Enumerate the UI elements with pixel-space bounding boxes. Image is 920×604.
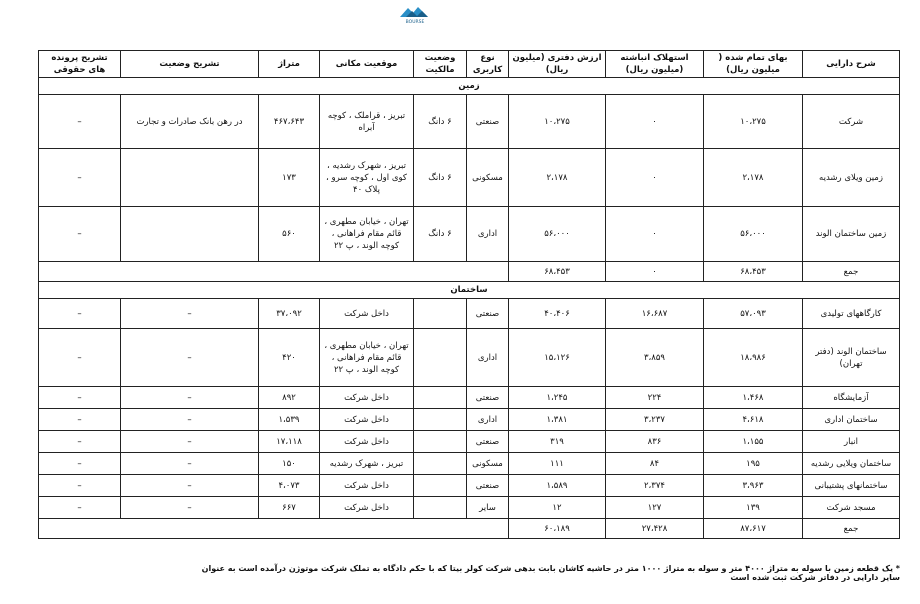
table-cell: ۱،۵۳۹ [259,409,320,431]
table-cell: ۸۴ [606,453,704,475]
table-cell: ۶ دانگ [414,149,467,207]
section-title: ساختمان [39,282,900,299]
total-empty [39,262,509,282]
table-cell: ۱۸،۹۸۶ [704,329,803,387]
column-header: بهای تمام شده ( میلیون ریال) [704,51,803,78]
table-cell: کارگاههای تولیدی [803,299,900,329]
table-cell: شرکت [803,95,900,149]
table-cell: تهران ، خیابان مطهری ، قائم مقام فراهانی ، کوچه الوند ، پ ۲۲ [320,207,414,262]
table-cell: زمین ساختمان الوند [803,207,900,262]
column-header: شرح دارایی [803,51,900,78]
table-cell: داخل شرکت [320,387,414,409]
table-cell: ۱۷،۱۱۸ [259,431,320,453]
total-row [39,262,900,282]
table-cell: ۵۶۰ [259,207,320,262]
table-cell: – [121,475,259,497]
table-cell: ۰ [606,95,704,149]
table-row [39,149,900,207]
table-cell: – [39,475,121,497]
table-cell: – [121,387,259,409]
table-cell: مسجد شرکت [803,497,900,519]
table-cell: اداری [467,409,509,431]
table-row [39,475,900,497]
table-cell: صنعتی [467,431,509,453]
table-cell: ۰ [606,149,704,207]
table-cell: ۴۲۰ [259,329,320,387]
table-cell [121,207,259,262]
table-cell: ساختمان ویلایی رشدیه [803,453,900,475]
table-cell [414,431,467,453]
table-cell: در رهن بانک صادرات و تجارت [121,95,259,149]
table-cell: ۱۳۹ [704,497,803,519]
table-cell [414,453,467,475]
table-cell: سایر [467,497,509,519]
table-cell: ۱۹۵ [704,453,803,475]
table-cell: ۱۵،۱۲۶ [509,329,606,387]
table-cell: ۱۲۷ [606,497,704,519]
table-cell: ۳،۹۶۳ [704,475,803,497]
table-cell: ۲،۱۷۸ [704,149,803,207]
table-cell: داخل شرکت [320,497,414,519]
table-cell: ۲۲۴ [606,387,704,409]
total-book: ۶۸،۴۵۳ [509,262,606,282]
table-cell: تهران ، خیابان مطهری ، قائم مقام فراهانی ، کوچه الوند ، پ ۲۲ [320,329,414,387]
table-cell: ۱۰،۲۷۵ [509,95,606,149]
table-cell: – [121,329,259,387]
table-cell: ساختمان الوند (دفتر تهران) [803,329,900,387]
total-dep: ۲۷،۴۲۸ [606,519,704,539]
table-cell: – [121,409,259,431]
table-cell: ساختمان اداری [803,409,900,431]
column-header: موقعیت مکانی [320,51,414,78]
section-row [39,78,900,95]
total-row [39,519,900,539]
table-cell: آزمایشگاه [803,387,900,409]
table-cell: – [39,329,121,387]
table-cell: – [121,431,259,453]
table-cell: ۳،۲۳۷ [606,409,704,431]
column-header: نوع کاربری [467,51,509,78]
table-cell [414,387,467,409]
table-cell: داخل شرکت [320,409,414,431]
table-cell: ۱۷۳ [259,149,320,207]
table-row [39,95,900,149]
table-cell: ۴۶۷،۶۴۳ [259,95,320,149]
total-book: ۶۰،۱۸۹ [509,519,606,539]
total-cost: ۶۸،۴۵۳ [704,262,803,282]
table-cell: ۵۷،۰۹۳ [704,299,803,329]
table-cell: – [121,497,259,519]
table-cell: اداری [467,207,509,262]
table-cell: انبار [803,431,900,453]
total-dep: ۰ [606,262,704,282]
table-cell: ۲،۱۷۸ [509,149,606,207]
column-header: استهلاک انباشته (میلیون ریال) [606,51,704,78]
table-cell [414,299,467,329]
total-label: جمع [803,519,900,539]
table-cell: – [39,409,121,431]
table-row [39,409,900,431]
table-cell: ۱،۱۵۵ [704,431,803,453]
total-empty [39,519,509,539]
table-cell: ۱،۵۸۹ [509,475,606,497]
bourse-logo [392,5,438,25]
table-cell: تبریز ، شهرک رشدیه ، کوی اول ، کوچه سرو ، پلاک ۴۰ [320,149,414,207]
table-cell: – [39,95,121,149]
table-cell: – [121,299,259,329]
table-cell: ۱،۳۸۱ [509,409,606,431]
total-cost: ۸۷،۶۱۷ [704,519,803,539]
table-row [39,207,900,262]
table-cell: – [121,453,259,475]
table-row [39,453,900,475]
svg-text:BOURSE: BOURSE [405,20,425,25]
table-cell: ۶ دانگ [414,207,467,262]
table-cell: داخل شرکت [320,431,414,453]
table-cell: ۳،۸۵۹ [606,329,704,387]
footnote: * یک قطعه زمین با سوله به متراژ ۴۰۰۰ متر و سوله به متراژ ۱۰۰۰ متر در حاشیه کاشان بابت بدهی شرکت کولر بیتا که با حکم دادگاه به تملک شرکت موتوژن درآمده است به عنوان سایر دارایی در دفاتر شرکت ثبت شده است [201,564,900,582]
table-cell: – [39,299,121,329]
table-row [39,387,900,409]
table-cell: ۶ دانگ [414,95,467,149]
table-cell: ۲،۳۷۴ [606,475,704,497]
section-title: زمین [39,78,900,95]
table-cell: زمین ویلای رشدیه [803,149,900,207]
table-cell: ۸۳۶ [606,431,704,453]
table-cell: ۵۶،۰۰۰ [509,207,606,262]
table-cell: ۱،۲۴۵ [509,387,606,409]
table-cell: ۳۷،۰۹۲ [259,299,320,329]
table-cell [121,149,259,207]
table-cell: – [39,431,121,453]
table-cell: تبریز ، شهرک رشدیه [320,453,414,475]
table-cell: ساختمانهای پشتیبانی [803,475,900,497]
table-cell: تبریز ، قراملک ، کوچه آبراه [320,95,414,149]
table-cell: مسکونی [467,453,509,475]
table-cell [414,497,467,519]
table-cell: ۴۰،۴۰۶ [509,299,606,329]
table-cell: – [39,387,121,409]
table-cell: مسکونی [467,149,509,207]
table-cell: ۸۹۲ [259,387,320,409]
table-row [39,497,900,519]
table-cell: داخل شرکت [320,475,414,497]
table-cell [414,329,467,387]
table-cell: ۰ [606,207,704,262]
table-header-row [39,51,900,78]
column-header: تشریح پرونده های حقوقی [39,51,121,78]
table-cell: ۴،۶۱۸ [704,409,803,431]
table-cell: صنعتی [467,95,509,149]
total-label: جمع [803,262,900,282]
table-cell: – [39,497,121,519]
table-cell: ۵۶،۰۰۰ [704,207,803,262]
table-cell: – [39,149,121,207]
table-row [39,431,900,453]
assets-table [38,50,900,539]
table-cell: – [39,207,121,262]
table-cell: صنعتی [467,475,509,497]
column-header: متراژ [259,51,320,78]
table-cell: ۶۶۷ [259,497,320,519]
table-row [39,329,900,387]
table-cell: اداری [467,329,509,387]
table-cell: ۱۵۰ [259,453,320,475]
table-cell: ۳۱۹ [509,431,606,453]
column-header: وضعیت مالکیت [414,51,467,78]
table-cell: صنعتی [467,299,509,329]
table-cell: ۱،۴۶۸ [704,387,803,409]
table-cell: ۴،۰۷۳ [259,475,320,497]
table-cell: ۱۲ [509,497,606,519]
table-cell: ۱۰،۲۷۵ [704,95,803,149]
section-row [39,282,900,299]
table-cell: ۱۶،۶۸۷ [606,299,704,329]
table-cell [414,409,467,431]
column-header: ارزش دفتری (میلیون ریال) [509,51,606,78]
table-cell [414,475,467,497]
table-cell: – [39,453,121,475]
table-cell: صنعتی [467,387,509,409]
table-row [39,299,900,329]
column-header: تشریح وضعیت [121,51,259,78]
table-cell: داخل شرکت [320,299,414,329]
table-cell: ۱۱۱ [509,453,606,475]
